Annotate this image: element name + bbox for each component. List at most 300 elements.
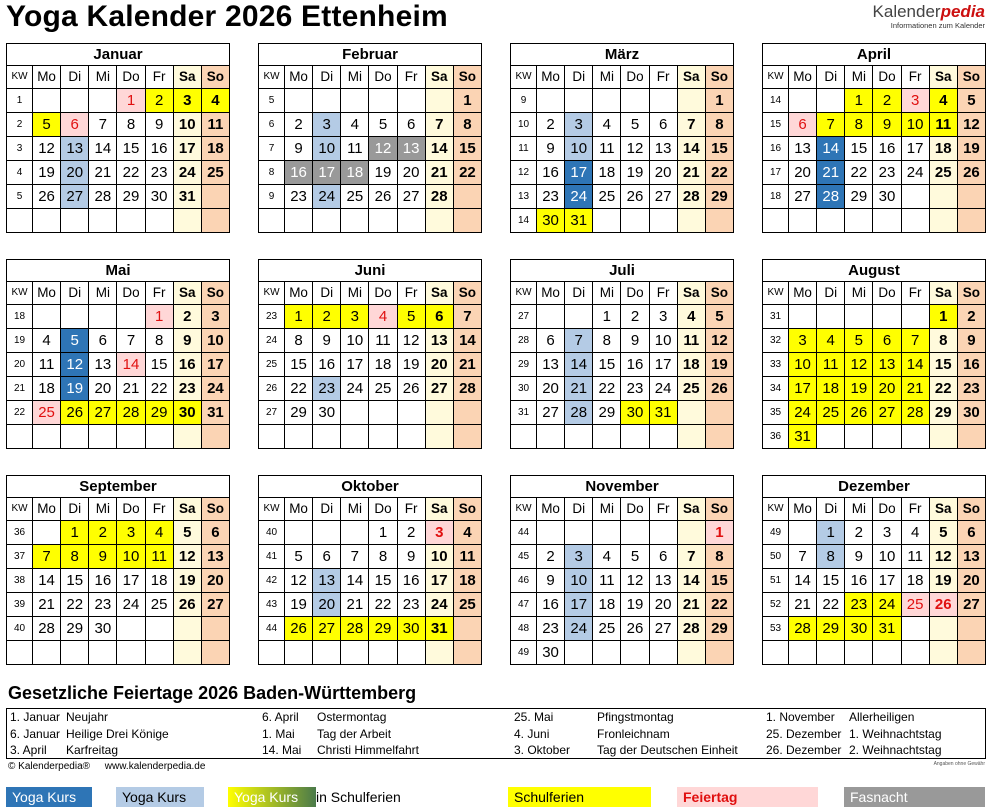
weekday-header-mo: Mo (789, 66, 817, 89)
day-cell: 10 (341, 329, 369, 353)
weekday-header-mi: Mi (593, 66, 621, 89)
day-cell: 20 (61, 161, 89, 185)
day-cell: 28 (453, 377, 481, 401)
day-cell (565, 641, 593, 665)
day-cell: 13 (537, 353, 565, 377)
day-cell: 18 (817, 377, 845, 401)
day-cell: 9 (537, 137, 565, 161)
week-number (763, 641, 789, 665)
month-table (510, 65, 734, 233)
week-number (7, 641, 33, 665)
day-cell: 26 (33, 185, 61, 209)
week-row (259, 401, 482, 425)
day-cell (313, 521, 341, 545)
week-number: 31 (763, 305, 789, 329)
week-row (259, 617, 482, 641)
day-cell (957, 209, 985, 233)
week-number: 10 (511, 113, 537, 137)
weekday-header-so: So (705, 498, 733, 521)
day-cell: 26 (929, 593, 957, 617)
day-cell: 25 (341, 185, 369, 209)
day-cell: 12 (397, 329, 425, 353)
weekday-header-mi: Mi (845, 66, 873, 89)
day-cell: 26 (397, 377, 425, 401)
day-cell: 9 (873, 113, 901, 137)
day-cell (173, 209, 201, 233)
week-number: 51 (763, 569, 789, 593)
day-cell: 31 (789, 425, 817, 449)
day-cell: 20 (873, 377, 901, 401)
weekday-header-row (7, 498, 230, 521)
day-cell: 2 (537, 545, 565, 569)
week-row (7, 593, 230, 617)
month-name: Dezember (762, 475, 986, 497)
day-cell: 13 (873, 353, 901, 377)
month-table (258, 497, 482, 665)
day-cell: 22 (285, 377, 313, 401)
day-cell: 17 (341, 353, 369, 377)
week-row (259, 305, 482, 329)
day-cell: 7 (817, 113, 845, 137)
day-cell: 19 (845, 377, 873, 401)
month-name: Oktober (258, 475, 482, 497)
copyright-text: © Kalenderpedia® (8, 761, 91, 772)
day-cell: 1 (369, 521, 397, 545)
day-cell: 20 (957, 569, 985, 593)
day-cell: 22 (145, 377, 173, 401)
day-cell (901, 425, 929, 449)
week-row (763, 137, 986, 161)
day-cell: 29 (593, 401, 621, 425)
day-cell (957, 425, 985, 449)
week-number: 14 (511, 209, 537, 233)
day-cell (61, 209, 89, 233)
day-cell (341, 209, 369, 233)
day-cell (677, 641, 705, 665)
week-row (259, 185, 482, 209)
day-cell: 5 (33, 113, 61, 137)
day-cell: 27 (789, 185, 817, 209)
week-number: 37 (7, 545, 33, 569)
day-cell (33, 89, 61, 113)
weekday-header-sa: Sa (425, 66, 453, 89)
weekday-header-mo: Mo (285, 282, 313, 305)
month-mai (6, 259, 230, 449)
week-row (7, 377, 230, 401)
week-row (763, 353, 986, 377)
holiday-date: 1. Mai (262, 726, 295, 741)
weekday-header-di: Di (61, 66, 89, 89)
holiday-name: Tag der Deutschen Einheit (597, 743, 738, 757)
day-cell: 10 (873, 545, 901, 569)
day-cell: 28 (341, 617, 369, 641)
day-cell: 5 (173, 521, 201, 545)
weekday-header-so: So (453, 66, 481, 89)
day-cell (593, 521, 621, 545)
day-cell: 18 (593, 593, 621, 617)
day-cell (201, 617, 229, 641)
day-cell (621, 425, 649, 449)
day-cell: 21 (425, 161, 453, 185)
day-cell (537, 521, 565, 545)
day-cell: 22 (705, 593, 733, 617)
day-cell: 12 (61, 353, 89, 377)
weekday-header-row (511, 66, 734, 89)
week-number: 27 (511, 305, 537, 329)
day-cell: 19 (929, 569, 957, 593)
weekday-header-di: Di (817, 498, 845, 521)
weekday-header-do: Do (117, 66, 145, 89)
day-cell: 7 (565, 329, 593, 353)
week-row (763, 641, 986, 665)
day-cell: 14 (33, 569, 61, 593)
day-cell: 26 (61, 401, 89, 425)
day-cell: 30 (621, 401, 649, 425)
brand-name: Kalender (872, 2, 941, 21)
day-cell: 1 (705, 521, 733, 545)
day-cell (453, 641, 481, 665)
day-cell: 24 (425, 593, 453, 617)
day-cell: 19 (173, 569, 201, 593)
day-cell: 2 (285, 113, 313, 137)
day-cell: 19 (285, 593, 313, 617)
weekday-header-di: Di (313, 498, 341, 521)
day-cell: 9 (145, 113, 173, 137)
day-cell (593, 89, 621, 113)
day-cell (61, 305, 89, 329)
day-cell: 1 (929, 305, 957, 329)
weekday-header-mi: Mi (89, 66, 117, 89)
day-cell (117, 209, 145, 233)
day-cell: 11 (201, 113, 229, 137)
day-cell: 16 (957, 353, 985, 377)
month-table (510, 497, 734, 665)
copyright-footer (8, 761, 205, 772)
weekday-header-row (259, 66, 482, 89)
weekday-header-kw: KW (511, 498, 537, 521)
week-number: 49 (763, 521, 789, 545)
day-cell: 17 (901, 137, 929, 161)
week-number: 33 (763, 353, 789, 377)
weekday-header-mi: Mi (341, 282, 369, 305)
week-row (763, 89, 986, 113)
weekday-header-row (763, 498, 986, 521)
weekday-header-di: Di (565, 282, 593, 305)
weekday-header-mi: Mi (845, 498, 873, 521)
weekday-header-kw: KW (259, 66, 285, 89)
day-cell: 8 (117, 113, 145, 137)
day-cell: 6 (649, 545, 677, 569)
day-cell: 28 (901, 401, 929, 425)
day-cell: 15 (453, 137, 481, 161)
day-cell: 21 (453, 353, 481, 377)
day-cell: 14 (677, 569, 705, 593)
day-cell (397, 209, 425, 233)
day-cell: 31 (873, 617, 901, 641)
week-number (259, 425, 285, 449)
day-cell: 16 (173, 353, 201, 377)
week-row (763, 617, 986, 641)
day-cell: 24 (117, 593, 145, 617)
day-cell: 28 (789, 617, 817, 641)
week-row (7, 425, 230, 449)
day-cell: 13 (425, 329, 453, 353)
day-cell: 15 (117, 137, 145, 161)
day-cell (565, 89, 593, 113)
weekday-header-fr: Fr (145, 498, 173, 521)
week-number: 29 (511, 353, 537, 377)
week-row (259, 377, 482, 401)
week-row (511, 329, 734, 353)
weekday-header-kw: KW (511, 282, 537, 305)
weekday-header-so: So (957, 498, 985, 521)
day-cell (89, 305, 117, 329)
day-cell (873, 209, 901, 233)
day-cell (117, 425, 145, 449)
weekday-header-mi: Mi (845, 282, 873, 305)
day-cell: 17 (425, 569, 453, 593)
week-row (7, 329, 230, 353)
day-cell: 24 (341, 377, 369, 401)
day-cell: 21 (565, 377, 593, 401)
day-cell (929, 617, 957, 641)
week-number: 20 (7, 353, 33, 377)
day-cell: 13 (61, 137, 89, 161)
day-cell: 14 (453, 329, 481, 353)
day-cell (957, 617, 985, 641)
day-cell (201, 641, 229, 665)
day-cell: 20 (649, 593, 677, 617)
weekday-header-kw: KW (259, 282, 285, 305)
month-september (6, 475, 230, 665)
month-oktober (258, 475, 482, 665)
week-number: 27 (259, 401, 285, 425)
week-number: 52 (763, 593, 789, 617)
holidays-title: Gesetzliche Feiertage 2026 Baden-Württemberg (8, 683, 417, 703)
day-cell (565, 521, 593, 545)
day-cell (313, 425, 341, 449)
day-cell: 13 (89, 353, 117, 377)
day-cell: 12 (173, 545, 201, 569)
day-cell (901, 641, 929, 665)
weekday-header-di: Di (61, 498, 89, 521)
brand-logo[interactable] (873, 2, 985, 30)
week-row (7, 161, 230, 185)
day-cell: 5 (397, 305, 425, 329)
week-number: 49 (511, 641, 537, 665)
week-number: 14 (763, 89, 789, 113)
day-cell: 24 (873, 593, 901, 617)
legend-school-holidays: Schulferien (508, 787, 651, 807)
day-cell: 9 (621, 329, 649, 353)
day-cell: 30 (537, 209, 565, 233)
day-cell (873, 425, 901, 449)
day-cell: 14 (117, 353, 145, 377)
day-cell (537, 89, 565, 113)
day-cell: 8 (593, 329, 621, 353)
day-cell: 9 (537, 569, 565, 593)
week-number: 9 (511, 89, 537, 113)
day-cell (425, 89, 453, 113)
weekday-header-di: Di (817, 282, 845, 305)
day-cell (677, 401, 705, 425)
month-name: Januar (6, 43, 230, 65)
day-cell: 28 (117, 401, 145, 425)
day-cell: 25 (593, 617, 621, 641)
day-cell: 20 (649, 161, 677, 185)
month-name: Februar (258, 43, 482, 65)
day-cell (705, 425, 733, 449)
day-cell (61, 425, 89, 449)
day-cell: 14 (425, 137, 453, 161)
disclaimer-text: Angaben ohne Gewähr (933, 761, 985, 767)
day-cell: 9 (957, 329, 985, 353)
week-row (259, 593, 482, 617)
week-row (7, 569, 230, 593)
month-table (6, 65, 230, 233)
week-row (511, 425, 734, 449)
legend-yoga-course: Yoga Kurs (6, 787, 92, 807)
day-cell: 13 (649, 137, 677, 161)
day-cell: 8 (705, 545, 733, 569)
week-number: 1 (7, 89, 33, 113)
day-cell: 9 (845, 545, 873, 569)
page-title: Yoga Kalender 2026 Ettenheim (6, 0, 448, 33)
week-number: 17 (763, 161, 789, 185)
day-cell: 26 (173, 593, 201, 617)
day-cell: 21 (677, 161, 705, 185)
day-cell: 16 (845, 569, 873, 593)
day-cell: 30 (957, 401, 985, 425)
week-row (7, 209, 230, 233)
holiday-name: Ostermontag (317, 710, 387, 724)
week-number: 36 (7, 521, 33, 545)
holiday-name: Heilige Drei Könige (66, 726, 169, 741)
day-cell: 23 (285, 185, 313, 209)
week-number: 13 (511, 185, 537, 209)
day-cell (873, 641, 901, 665)
day-cell (89, 425, 117, 449)
day-cell (201, 209, 229, 233)
day-cell (397, 401, 425, 425)
day-cell: 10 (201, 329, 229, 353)
week-row (259, 161, 482, 185)
week-row (259, 89, 482, 113)
day-cell (117, 641, 145, 665)
day-cell: 27 (313, 617, 341, 641)
day-cell: 7 (677, 545, 705, 569)
week-number (511, 425, 537, 449)
brand-accent: pedia (940, 2, 985, 21)
week-number: 41 (259, 545, 285, 569)
day-cell: 2 (621, 305, 649, 329)
weekday-header-do: Do (369, 498, 397, 521)
weekday-header-sa: Sa (173, 282, 201, 305)
day-cell (649, 641, 677, 665)
day-cell (89, 641, 117, 665)
day-cell (313, 641, 341, 665)
day-cell: 11 (341, 137, 369, 161)
week-row (511, 521, 734, 545)
day-cell: 21 (341, 593, 369, 617)
day-cell: 22 (929, 377, 957, 401)
week-row (763, 593, 986, 617)
day-cell (845, 641, 873, 665)
day-cell: 21 (33, 593, 61, 617)
week-number (259, 209, 285, 233)
week-number: 4 (7, 161, 33, 185)
weekday-header-mo: Mo (33, 282, 61, 305)
week-number: 44 (511, 521, 537, 545)
week-row (259, 329, 482, 353)
day-cell: 3 (117, 521, 145, 545)
day-cell: 22 (117, 161, 145, 185)
day-cell: 7 (453, 305, 481, 329)
weekday-header-sa: Sa (173, 498, 201, 521)
week-row (511, 377, 734, 401)
day-cell (621, 641, 649, 665)
holiday-name: Pfingstmontag (597, 710, 674, 724)
day-cell (285, 521, 313, 545)
week-row (511, 569, 734, 593)
week-number (763, 209, 789, 233)
day-cell: 29 (145, 401, 173, 425)
month-name: Juni (258, 259, 482, 281)
day-cell: 14 (565, 353, 593, 377)
day-cell: 8 (369, 545, 397, 569)
day-cell (341, 401, 369, 425)
holidays-table (6, 708, 986, 759)
day-cell: 11 (901, 545, 929, 569)
day-cell (789, 641, 817, 665)
day-cell: 6 (397, 113, 425, 137)
day-cell: 3 (565, 113, 593, 137)
day-cell: 29 (705, 617, 733, 641)
week-number: 26 (259, 377, 285, 401)
website-link[interactable]: www.kalenderpedia.de (104, 761, 206, 772)
day-cell: 13 (789, 137, 817, 161)
day-cell (453, 209, 481, 233)
day-cell: 9 (397, 545, 425, 569)
weekday-header-fr: Fr (397, 66, 425, 89)
day-cell: 10 (565, 137, 593, 161)
week-row (511, 89, 734, 113)
day-cell: 29 (817, 617, 845, 641)
weekday-header-mi: Mi (593, 498, 621, 521)
day-cell: 15 (285, 353, 313, 377)
weekday-header-kw: KW (7, 66, 33, 89)
day-cell: 12 (845, 353, 873, 377)
day-cell (537, 425, 565, 449)
day-cell: 25 (33, 401, 61, 425)
day-cell: 5 (285, 545, 313, 569)
weekday-header-mo: Mo (33, 498, 61, 521)
day-cell: 17 (873, 569, 901, 593)
week-number: 30 (511, 377, 537, 401)
week-row (763, 113, 986, 137)
day-cell: 28 (817, 185, 845, 209)
day-cell: 13 (397, 137, 425, 161)
day-cell: 22 (593, 377, 621, 401)
day-cell: 16 (89, 569, 117, 593)
holiday-name: Neujahr (66, 710, 109, 724)
day-cell: 27 (397, 185, 425, 209)
day-cell: 15 (929, 353, 957, 377)
day-cell: 6 (425, 305, 453, 329)
week-row (259, 545, 482, 569)
day-cell: 24 (313, 185, 341, 209)
day-cell: 21 (817, 161, 845, 185)
